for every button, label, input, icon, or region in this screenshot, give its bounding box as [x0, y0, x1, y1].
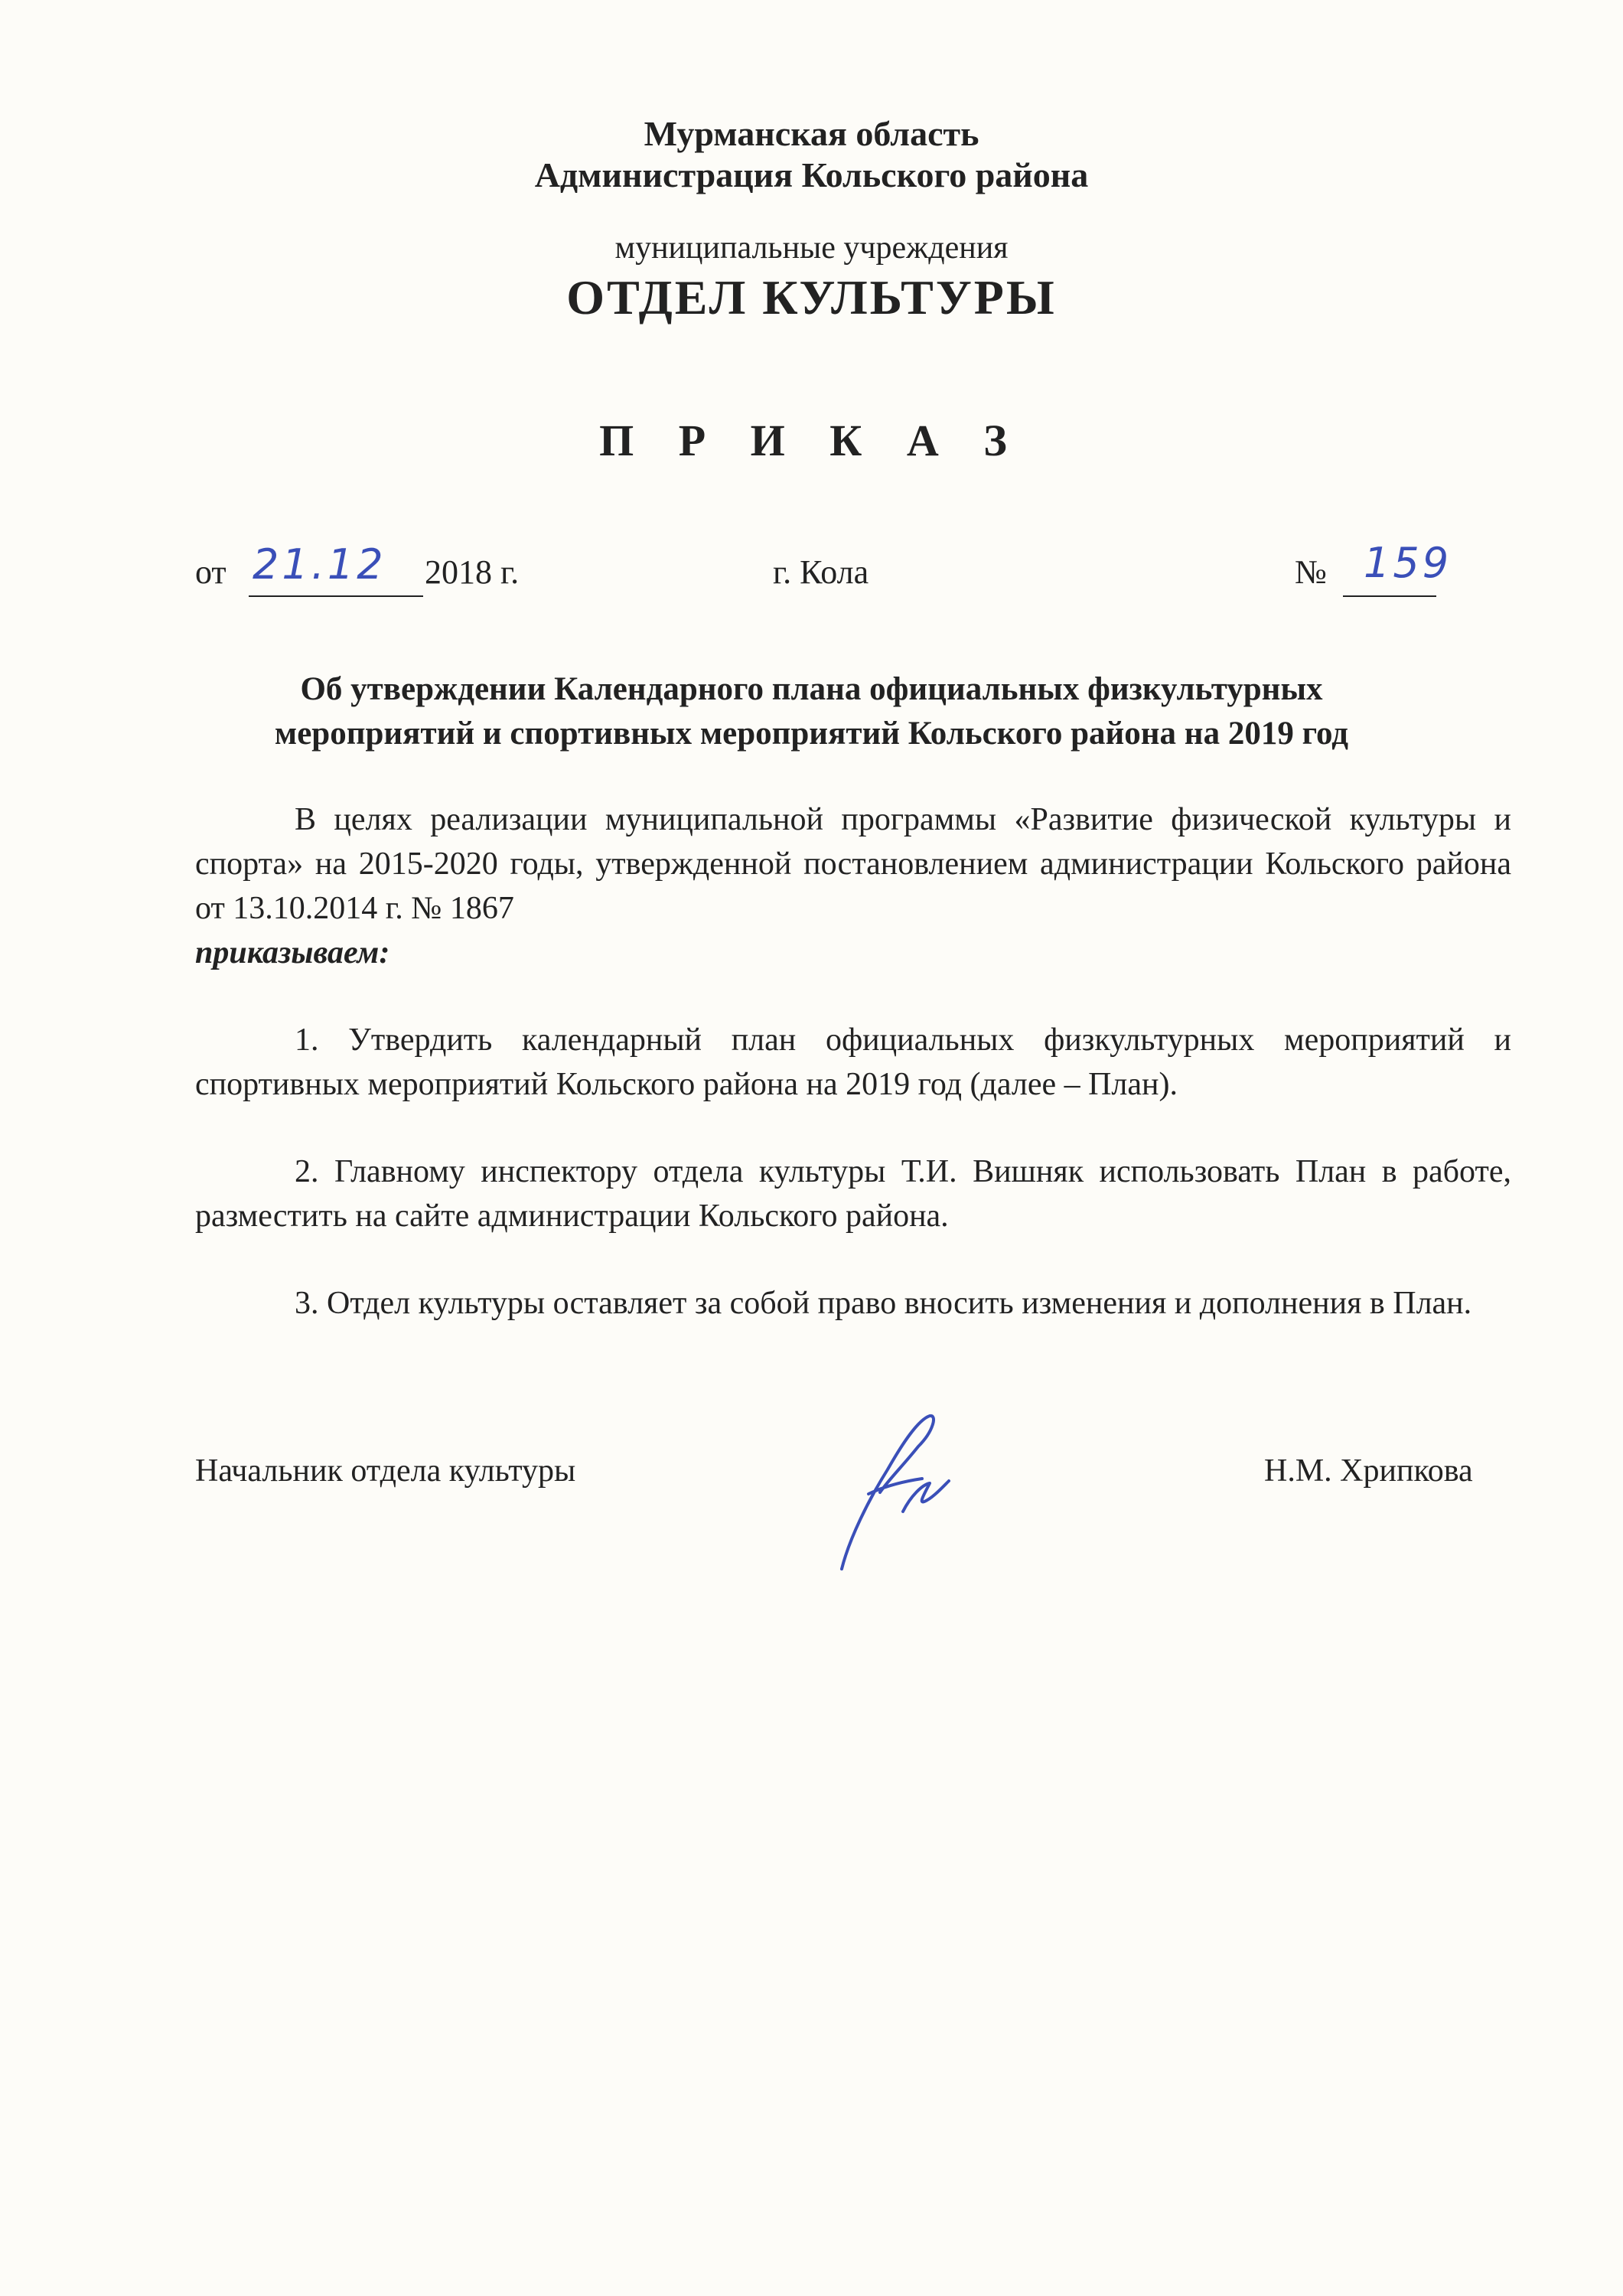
order-word: приказываем: — [195, 935, 390, 970]
preamble — [195, 797, 1511, 975]
place-name: г. Кола — [773, 553, 869, 591]
institution-type: муниципальные учреждения — [614, 230, 1009, 266]
preamble-text: В целях реализации муниципальной программы «Развитие физической культуры и спорта» на 2015-2020 годы, утвержденной постановлением администрации Кольского района от 13.10.2014 г. № 1867 — [195, 802, 1511, 926]
administration-name: Администрация Кольского района — [534, 155, 1089, 194]
order-item-2: 2. Главному инспектору отдела культуры Т.И. Вишняк использовать План в работе, разместить на сайте администрации Кольского района. — [195, 1154, 1511, 1234]
number-underline — [1343, 595, 1436, 597]
handwritten-number: 159 — [1364, 539, 1452, 587]
document-type: П Р И К А З — [599, 416, 1024, 465]
handwritten-date: 21.12 — [253, 540, 386, 589]
order-title-line-2: мероприятий и спортивных мероприятий Кольского района на 2019 год — [274, 716, 1349, 752]
region-name: Мурманская область — [644, 114, 979, 153]
signatory-name: Н.М. Хрипкова — [1264, 1453, 1473, 1489]
signatory-position: Начальник отдела культуры — [195, 1453, 576, 1489]
date-prefix: от — [195, 553, 227, 591]
order-title — [0, 667, 1623, 756]
order-item-1: 1. Утвердить календарный план официальных физкультурных мероприятий и спортивных мероприятий Кольского района на 2019 год (далее – План). — [195, 1022, 1511, 1102]
department-name: ОТДЕЛ КУЛЬТУРЫ — [566, 270, 1057, 325]
number-prefix: № — [1295, 553, 1327, 591]
order-item-3: 3. Отдел культуры оставляет за собой право вносить изменения и дополнения в План. — [295, 1286, 1472, 1321]
handwritten-signature — [826, 1408, 972, 1577]
order-title-line-1: Об утверждении Календарного плана официальных физкультурных — [300, 671, 1323, 707]
date-year: 2018 г. — [425, 553, 520, 591]
date-underline — [249, 595, 423, 597]
